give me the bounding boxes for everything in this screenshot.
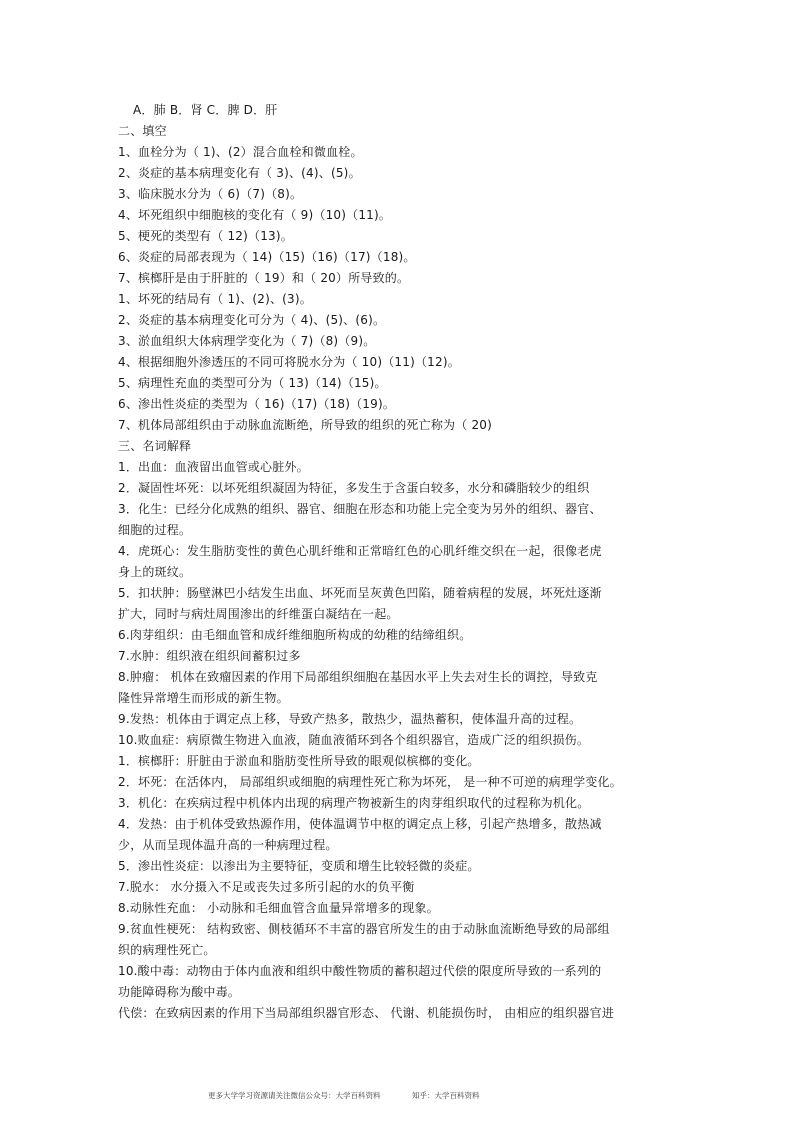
- text-line: 少，从而呈现体温升高的一种病理过程。: [118, 838, 338, 852]
- text-line: 2．坏死：在活体内， 局部组织或细胞的病理性死亡称为坏死， 是一种不可逆的病理学变化。: [118, 775, 622, 789]
- text-line: 细胞的过程。: [118, 523, 192, 537]
- text-line: 代偿：在致病因素的作用下当局部组织器官形态、 代谢、机能损伤时， 由相应的组织器官进: [118, 1006, 615, 1020]
- text-line: 4．虎斑心：发生脂肪变性的黄色心肌纤维和正常暗红色的心肌纤维交织在一起，很像老虎: [118, 544, 602, 558]
- text-line: 隆性异常增生而形成的新生物。: [118, 691, 289, 705]
- text-line: 9.贫血性梗死： 结构致密、侧枝循环不丰富的器官所发生的由于动脉血流断绝导致的局部组: [118, 922, 610, 936]
- text-line: 3．化生：已经分化成熟的组织、器官、细胞在形态和功能上完全变为另外的组织、器官、: [118, 502, 602, 516]
- text-line: 1、坏死的结局有（ 1)、(2)、(3)。: [118, 292, 312, 306]
- text-line: 4．发热：由于机体受致热源作用，使体温调节中枢的调定点上移，引起产热增多，散热减: [118, 817, 602, 831]
- text-line: 3、临床脱水分为（ 6)（7)（8)。: [118, 187, 303, 201]
- text-line: 8.动脉性充血： 小动脉和毛细血管含血量异常增多的现象。: [118, 901, 439, 915]
- text-line: 6.肉芽组织：由毛细血管和成纤维细胞所构成的幼稚的结缔组织。: [118, 628, 472, 642]
- section-heading-definitions: 三、名词解释: [118, 439, 192, 453]
- text-line: 8.肿瘤： 机体在致瘤因素的作用下局部组织细胞在基因水平上失去对生长的调控，导致克: [118, 670, 598, 684]
- section-heading-fill-blanks: 二、填空: [118, 124, 167, 138]
- text-line: 1．槟榔肝：肝脏由于淤血和脂肪变性所导致的眼观似槟榔的变化。: [118, 754, 480, 768]
- text-line: 功能障碍称为酸中毒。: [118, 985, 241, 999]
- text-line: 5、梗死的类型有（ 12)（13)。: [118, 229, 293, 243]
- text-line: 扩大，同时与病灶周围渗出的纤维蛋白凝结在一起。: [118, 607, 399, 621]
- text-line: 7.水肿：组织液在组织间蓄积过多: [118, 649, 301, 663]
- text-line: 2．凝固性坏死：以坏死组织凝固为特征，多发生于含蛋白较多，水分和磷脂较少的组织: [118, 481, 590, 495]
- text-line: 1、血栓分为（ 1)、(2）混合血栓和微血栓。: [118, 145, 363, 159]
- text-line: 10.败血症：病原微生物进入血液，随血液循环到各个组织器官，造成广泛的组织损伤。: [118, 733, 590, 747]
- text-line: 2、炎症的基本病理变化可分为（ 4)、(5)、(6)。: [118, 313, 386, 327]
- text-line: 5．渗出性炎症：以渗出为主要特征，变质和增生比较轻微的炎症。: [118, 859, 480, 873]
- text-line: 织的病理性死亡。: [118, 943, 216, 957]
- text-line: 3．机化：在疾病过程中机体内出现的病理产物被新生的肉芽组织取代的过程称为机化。: [118, 796, 590, 810]
- answer-options: A．肺 B．肾 C．脾 D．肝: [133, 103, 278, 117]
- footer-wechat-note: 更多大学学习资源请关注微信公众号：大学百科资料: [208, 1091, 381, 1100]
- text-line: 10.酸中毒：动物由于体内血液和组织中酸性物质的蓄积超过代偿的限度所导致的一系列的: [118, 964, 602, 978]
- text-line: 7、槟榔肝是由于肝脏的（ 19）和（ 20）所导致的。: [118, 271, 410, 285]
- text-line: 7、机体局部组织由于动脉血流断绝，所导致的组织的死亡称为（ 20): [118, 418, 493, 432]
- text-line: 2、炎症的基本病理变化有（ 3)、(4)、(5)。: [118, 166, 361, 180]
- text-line: 5、病理性充血的类型可分为（ 13)（14)（15)。: [118, 376, 387, 390]
- text-line: 9.发热：机体由于调定点上移，导致产热多，散热少，温热蓄积，使体温升高的过程。: [118, 712, 582, 726]
- text-line: 身上的斑纹。: [118, 565, 192, 579]
- footer-zhihu-note: 知乎：大学百科资料: [412, 1091, 480, 1100]
- text-line: 4、根据细胞外渗透压的不同可将脱水分为（ 10)（11)（12)。: [118, 355, 460, 369]
- text-line: 6、炎症的局部表现为（ 14)（15)（16)（17)（18)。: [118, 250, 416, 264]
- text-line: 1．出血：血液留出血管或心脏外。: [118, 460, 309, 474]
- text-line: 4、坏死组织中细胞核的变化有（ 9)（10)（11)。: [118, 208, 392, 222]
- text-line: 7.脱水： 水分摄入不足或丧失过多所引起的水的负平衡: [118, 880, 415, 894]
- text-line: 6、渗出性炎症的类型为（ 16)（17)（18)（19)。: [118, 397, 396, 411]
- text-line: 5．扣状肿：肠壁淋巴小结发生出血、坏死而呈灰黄色凹陷，随着病程的发展，坏死灶逐渐: [118, 586, 602, 600]
- text-line: 3、淤血组织大体病理学变化为（ 7)（8)（9)。: [118, 334, 376, 348]
